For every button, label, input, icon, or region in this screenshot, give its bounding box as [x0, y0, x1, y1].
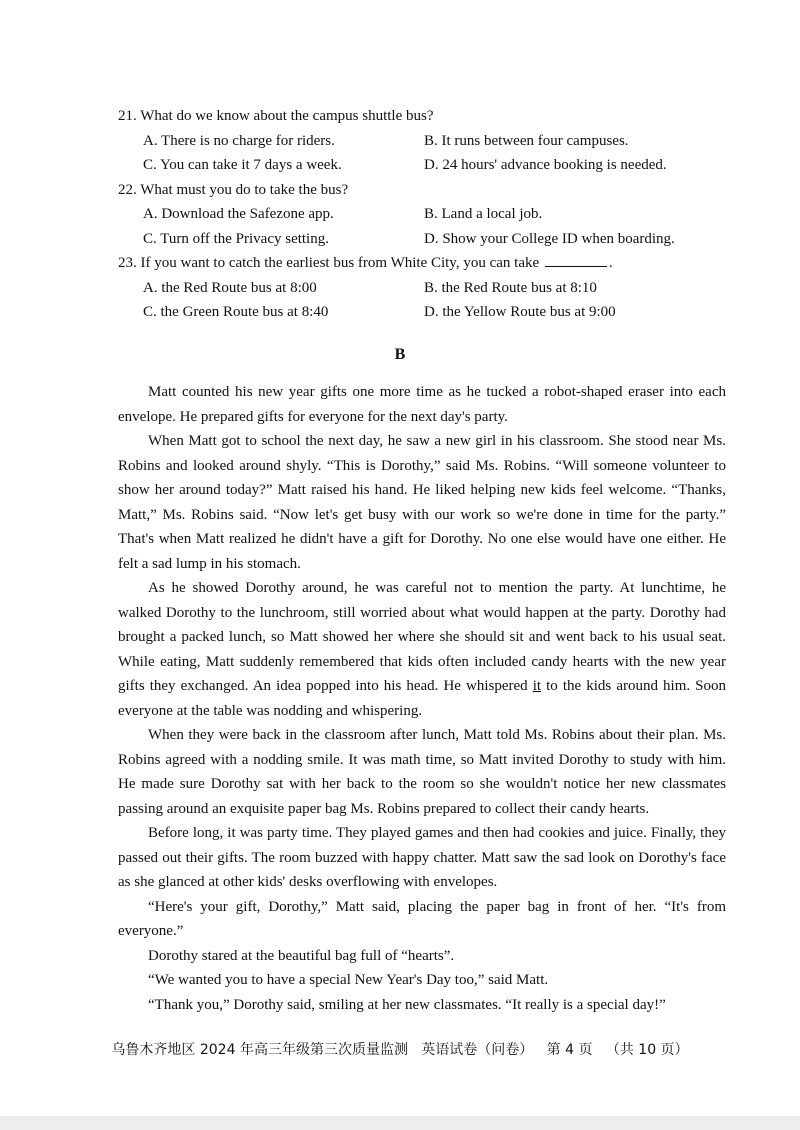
- question-22-option-a: A. Download the Safezone app.: [143, 206, 334, 222]
- paragraph-3-text-after: to the kids around him. Soon everyone at the table was nodding and whispering.: [118, 678, 727, 719]
- paragraph-3-text-before: As he showed Dorothy around, he was careful not to mention the party. At lunchtime, he walked Dorothy to the lunchroom, still worried about what would happen at the party. Dorothy had brought a packed lunch, so Matt showed her where she should sit and went back to his usual seat. While eating, Matt suddenly remembered that kids often included candy hearts with the new year gifts they exchanged. An idea popped into his head. He whispered: [118, 580, 726, 694]
- question-23-options: [118, 276, 728, 325]
- question-21-option-a: A. There is no charge for riders.: [143, 132, 335, 149]
- answer-blank: [545, 254, 607, 267]
- passage-paragraph-9: “Thank you,” Dorothy said, smiling at her new classmates. “It really is a special day!”: [148, 996, 666, 1013]
- footer-total-pages: （共 10 页）: [605, 1042, 689, 1058]
- footer-page-number: 第 4 页: [546, 1042, 593, 1058]
- questions-block: [118, 104, 728, 325]
- passage-paragraph-3: [118, 576, 726, 723]
- section-title: B: [394, 346, 406, 363]
- passage-paragraph-5: Before long, it was party time. They played games and then had cookies and juice. Finally, they passed out their gifts. The room buzzed with happy chatter. Matt saw the sad look on Dorothy's face as she glanced at other kids' desks overflowing with envelopes.: [118, 825, 726, 890]
- passage-paragraph-4: When they were back in the classroom after lunch, Matt told Ms. Robins about their plan. Ms. Robins agreed with a nodding smile. It was math time, so Matt invited Dorothy to study with him. He made sure Dorothy sat with her back to the room so she wouldn't notice her new classmates passing around an exquisite paper bag Ms. Robins prepared to collect their candy hearts.: [118, 727, 726, 817]
- question-21-options: [118, 129, 728, 178]
- question-21-stem: 21. What do we know about the campus shuttle bus?: [118, 108, 434, 124]
- question-23-stem: [118, 251, 728, 276]
- passage-paragraph-1: Matt counted his new year gifts one more time as he tucked a robot-shaped eraser into each envelope. He prepared gifts for everyone for the next day's party.: [118, 384, 726, 425]
- footer-exam-name: 乌鲁木齐地区 2024 年高三年级第三次质量监测 英语试卷（问卷）: [111, 1042, 534, 1058]
- scan-bottom-edge: [0, 1116, 800, 1130]
- question-22-option-b: B. Land a local job.: [424, 206, 543, 222]
- question-23-option-d: D. the Yellow Route bus at 9:00: [424, 304, 616, 320]
- question-23-option-b: B. the Red Route bus at 8:10: [424, 279, 597, 296]
- question-23-stem-text: 23. If you want to catch the earliest bus from White City, you can take: [118, 255, 540, 271]
- passage-paragraph-7: Dorothy stared at the beautiful bag full of “hearts”.: [148, 947, 455, 964]
- question-22-stem: 22. What must you do to take the bus?: [118, 181, 349, 198]
- question-23-stem-end: .: [608, 255, 613, 271]
- passage-paragraph-8: “We wanted you to have a special New Year's Day too,” said Matt.: [148, 972, 549, 988]
- question-21-option-b: B. It runs between four campuses.: [424, 132, 629, 149]
- reading-passage: [118, 380, 726, 1017]
- question-21-option-c: C. You can take it 7 days a week.: [143, 157, 342, 173]
- question-22-options: [118, 202, 728, 251]
- underlined-word-it: it: [532, 678, 542, 694]
- question-23-option-a: A. the Red Route bus at 8:00: [143, 279, 317, 296]
- question-23-option-c: C. the Green Route bus at 8:40: [143, 304, 329, 320]
- question-21-option-d: D. 24 hours' advance booking is needed.: [424, 157, 667, 173]
- question-22-option-d: D. Show your College ID when boarding.: [424, 230, 675, 247]
- passage-paragraph-6: “Here's your gift, Dorothy,” Matt said, placing the paper bag in front of her. “It's from everyone.”: [118, 898, 726, 939]
- passage-paragraph-2: When Matt got to school the next day, he saw a new girl in his classroom. She stood near Ms. Robins and looked around shyly. “This is Dorothy,” said Ms. Robins. “Will someone volunteer to show her around today?” Matt raised his hand. He liked helping new kids feel welcome. “Thanks, Matt,” Ms. Robins said. “Now let's get busy with our work so we're done in time for the party.” That's when Matt realized he didn't have a gift for Dorothy. No one else would have one either. He felt a sad lump in his stomach.: [118, 433, 726, 572]
- page-footer: [0, 1039, 800, 1059]
- question-22-option-c: C. Turn off the Privacy setting.: [143, 230, 329, 247]
